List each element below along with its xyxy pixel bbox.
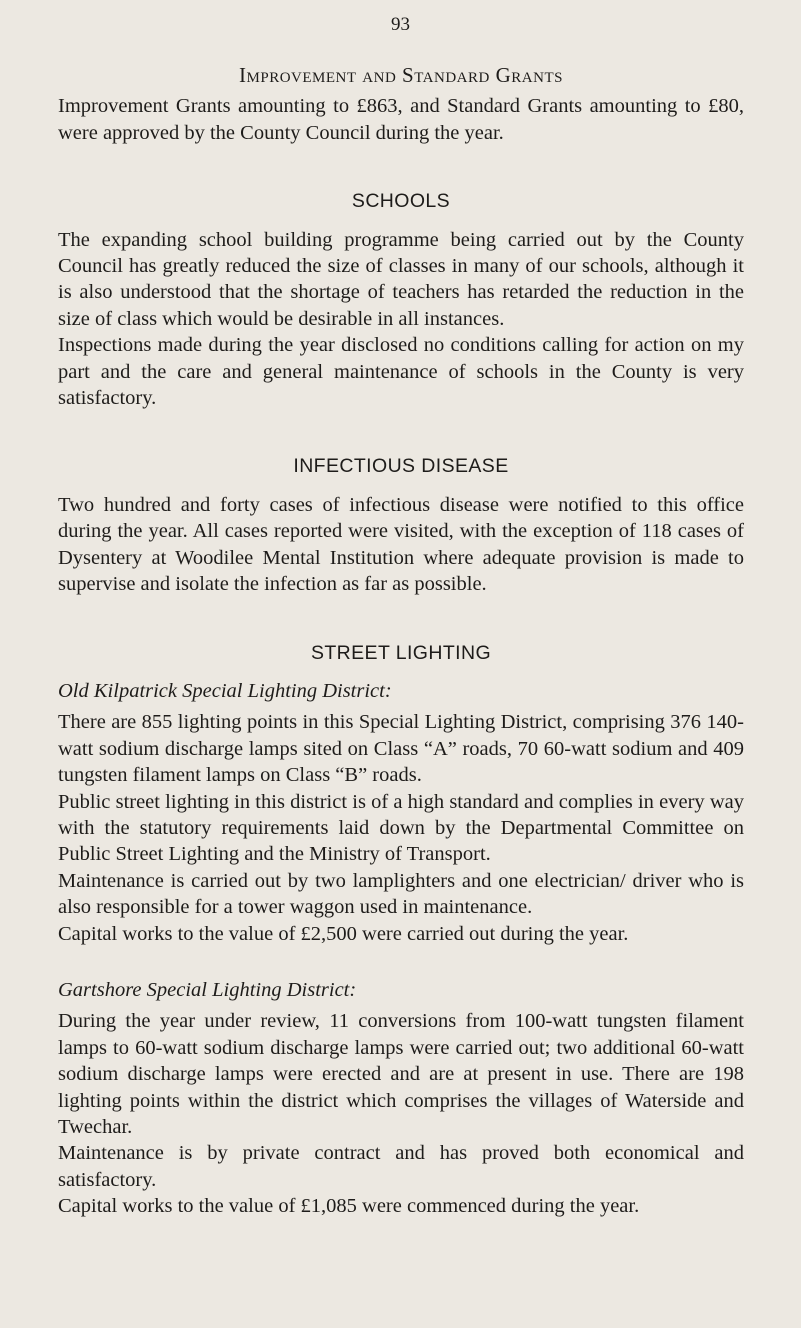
- schools-paragraph-2: Inspections made during the year disclosed no conditions calling for action on my part and the care and general maintenance of schools in the County is very satisfactory.: [58, 334, 744, 410]
- grants-paragraph: Improvement Grants amounting to £863, and Standard Grants amounting to £80, were approved by the County Council during the year.: [58, 95, 744, 144]
- schools-heading: SCHOOLS: [351, 190, 451, 213]
- grants-section: [58, 62, 744, 146]
- gartshore-paragraph-2: Maintenance is by private contract and has proved both economical and satisfactory.: [58, 1142, 744, 1191]
- gartshore-paragraph-3: Capital works to the value of £1,085 were commenced during the year.: [58, 1195, 640, 1218]
- infectious-disease-paragraph: Two hundred and forty cases of infectious disease were notified to this office during the year. All cases reported were visited, with the exception of 118 cases of Dysentery at Woodilee Mental Institution where adequate provision is made to supervise and isolate the infection as far as possible.: [58, 493, 744, 596]
- infectious-disease-heading: INFECTIOUS DISEASE: [293, 455, 509, 478]
- kilpatrick-subheading: Old Kilpatrick Special Lighting District:: [58, 679, 392, 702]
- gartshore-paragraph-1: During the year under review, 11 conversions from 100-watt tungsten filament lamps to 60-watt sodium discharge lamps were carried out; two additional 60-watt sodium discharge lamps were erected and are at present in use. There are 198 lighting points within the district which comprises the villages of Waterside and Twechar.: [58, 1010, 744, 1138]
- kilpatrick-paragraph-4: Capital works to the value of £2,500 were carried out during the year.: [58, 922, 629, 945]
- kilpatrick-paragraph-1: There are 855 lighting points in this Special Lighting District, comprising 376 140-watt sodium discharge lamps sited on Class “A” roads, 70 60-watt sodium and 409 tungsten filament lamps on Class “B” roads.: [58, 711, 744, 787]
- gartshore-subheading: Gartshore Special Lighting District:: [58, 978, 357, 1001]
- street-lighting-section: [58, 640, 744, 1220]
- kilpatrick-paragraph-3: Maintenance is carried out by two lamplighters and one electrician/ driver who is also responsible for a tower waggon used in maintenance.: [58, 869, 744, 919]
- schools-paragraph-1: The expanding school building programme being carried out by the County Council has greatly reduced the size of classes in many of our schools, although it is also understood that the shortage of teachers has retarded the reduction in the size of class which would be desirable in all instances.: [58, 228, 744, 330]
- schools-section: [58, 188, 744, 411]
- kilpatrick-paragraph-2: Public street lighting in this district is of a high standard and complies in every way with the statutory requirements laid down by the Departmental Committee on Public Street Lighting and the Ministry of Transport.: [58, 790, 744, 866]
- page-content: [58, 62, 744, 1220]
- infectious-disease-section: [58, 453, 744, 597]
- grants-heading: Improvement and Standard Grants: [239, 63, 563, 87]
- street-lighting-heading: STREET LIGHTING: [310, 641, 492, 664]
- page-number: 93: [391, 14, 410, 35]
